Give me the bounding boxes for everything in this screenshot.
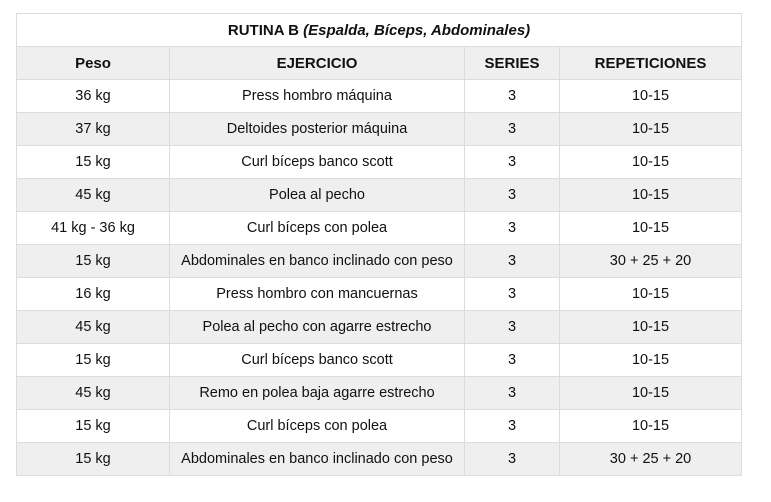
table-row (17, 245, 742, 278)
table-body (17, 80, 742, 476)
table-row (17, 212, 742, 245)
table-row (17, 80, 742, 113)
cell-reps: 30 + 25 + 20 (560, 443, 742, 476)
cell-sets: 3 (465, 311, 560, 344)
table-title: RUTINA B (227, 21, 299, 39)
cell-weight: 15 kg (17, 443, 170, 476)
cell-exercise: Deltoides posterior máquina (170, 113, 465, 146)
table-row (17, 113, 742, 146)
table-row (17, 443, 742, 476)
cell-weight: 16 kg (17, 278, 170, 311)
cell-exercise: Abdominales en banco inclinado con peso (170, 245, 465, 278)
cell-weight: 15 kg (17, 410, 170, 443)
cell-weight: 45 kg (17, 179, 170, 212)
cell-sets: 3 (465, 443, 560, 476)
cell-weight: 37 kg (17, 113, 170, 146)
cell-exercise: Polea al pecho con agarre estrecho (170, 311, 465, 344)
header-sets: SERIES (465, 47, 560, 80)
table-row (17, 278, 742, 311)
header-exercise: EJERCICIO (170, 47, 465, 80)
cell-weight: 15 kg (17, 146, 170, 179)
cell-exercise: Curl bíceps con polea (170, 410, 465, 443)
cell-sets: 3 (465, 179, 560, 212)
header-weight: Peso (17, 47, 170, 80)
cell-exercise: Press hombro con mancuernas (170, 278, 465, 311)
cell-reps: 10-15 (560, 113, 742, 146)
cell-reps: 10-15 (560, 344, 742, 377)
cell-sets: 3 (465, 278, 560, 311)
cell-exercise: Curl bíceps banco scott (170, 344, 465, 377)
table-row (17, 410, 742, 443)
cell-exercise: Polea al pecho (170, 179, 465, 212)
table-row (17, 377, 742, 410)
cell-sets: 3 (465, 410, 560, 443)
cell-exercise: Abdominales en banco inclinado con peso (170, 443, 465, 476)
cell-weight: 15 kg (17, 245, 170, 278)
table-title-cell (17, 14, 742, 47)
cell-sets: 3 (465, 146, 560, 179)
cell-weight: 41 kg - 36 kg (17, 212, 170, 245)
header-row (17, 47, 742, 80)
cell-exercise: Curl bíceps con polea (170, 212, 465, 245)
cell-reps: 10-15 (560, 80, 742, 113)
header-reps: REPETICIONES (560, 47, 742, 80)
cell-weight: 45 kg (17, 311, 170, 344)
cell-weight: 15 kg (17, 344, 170, 377)
cell-sets: 3 (465, 344, 560, 377)
routine-table (16, 13, 742, 476)
cell-exercise: Remo en polea baja agarre estrecho (170, 377, 465, 410)
cell-reps: 30 + 25 + 20 (560, 245, 742, 278)
cell-reps: 10-15 (560, 212, 742, 245)
cell-weight: 45 kg (17, 377, 170, 410)
cell-reps: 10-15 (560, 410, 742, 443)
cell-sets: 3 (465, 245, 560, 278)
table-row (17, 311, 742, 344)
cell-sets: 3 (465, 113, 560, 146)
cell-sets: 3 (465, 80, 560, 113)
cell-weight: 36 kg (17, 80, 170, 113)
cell-sets: 3 (465, 377, 560, 410)
table-subtitle: (Espalda, Bíceps, Abdominales) (303, 21, 531, 39)
cell-exercise: Press hombro máquina (170, 80, 465, 113)
cell-reps: 10-15 (560, 179, 742, 212)
cell-reps: 10-15 (560, 278, 742, 311)
table-row (17, 146, 742, 179)
cell-reps: 10-15 (560, 377, 742, 410)
table-row (17, 179, 742, 212)
cell-reps: 10-15 (560, 146, 742, 179)
title-row (17, 14, 742, 47)
cell-reps: 10-15 (560, 311, 742, 344)
table-row (17, 344, 742, 377)
cell-sets: 3 (465, 212, 560, 245)
cell-exercise: Curl bíceps banco scott (170, 146, 465, 179)
